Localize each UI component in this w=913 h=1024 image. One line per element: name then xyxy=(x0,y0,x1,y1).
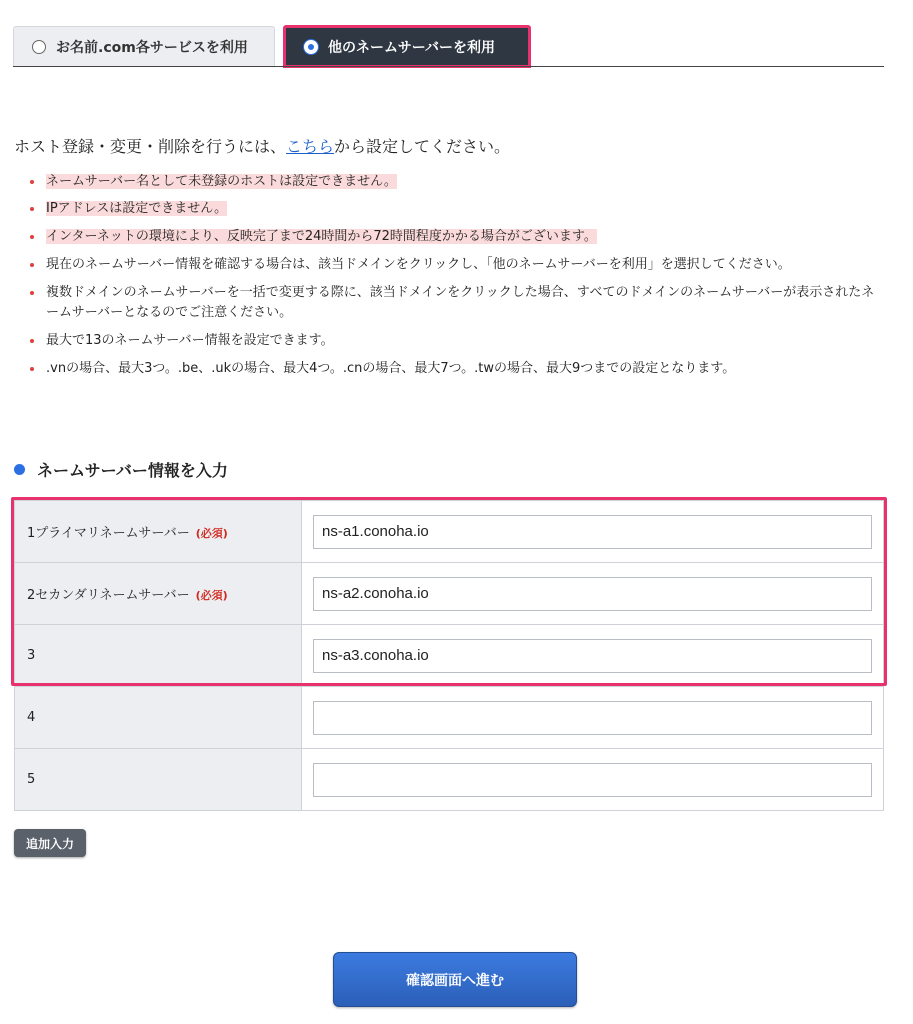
bullet-dot-icon xyxy=(14,464,25,475)
required-badge: (必須) xyxy=(195,589,228,602)
note-text: 現在のネームサーバー情報を確認する場合は、該当ドメインをクリックし、「他のネームサーバーを利用」を選択してください。 xyxy=(46,257,791,272)
tab-label: 他のネームサーバーを利用 xyxy=(328,39,496,56)
list-item xyxy=(46,255,886,275)
list-item xyxy=(46,227,886,247)
table-row xyxy=(15,749,884,811)
list-item xyxy=(46,331,886,351)
row-label-text: 3 xyxy=(27,648,36,663)
row-label xyxy=(15,687,302,749)
row-label xyxy=(15,501,302,563)
list-item xyxy=(46,283,886,323)
note-text: 最大で13のネームサーバー情報を設定できます。 xyxy=(46,333,334,348)
tab-other-nameserver[interactable] xyxy=(283,25,531,68)
row-label-text: 2セカンダリネームサーバー xyxy=(27,588,190,603)
note-text: .vnの場合、最大3つ。.be、.ukの場合、最大4つ。.cnの場合、最大7つ。.twの場合、最大9つまでの設定となります。 xyxy=(46,361,736,376)
nameserver-tabs xyxy=(13,26,884,68)
host-settings-link[interactable]: こちら xyxy=(286,137,335,156)
host-settings-intro xyxy=(14,134,510,157)
radio-selected-icon[interactable] xyxy=(304,40,318,54)
section-heading xyxy=(14,458,228,481)
tab-divider xyxy=(13,66,884,67)
table-row xyxy=(15,625,884,687)
list-item xyxy=(46,199,886,219)
row-label-text: 5 xyxy=(27,772,36,787)
table-row xyxy=(15,563,884,625)
note-text: 複数ドメインのネームサーバーを一括で変更する際に、該当ドメインをクリックした場合、すべてのドメインのネームサーバーが表示されたネームサーバーとなるのでご注意ください。 xyxy=(46,285,875,320)
list-item xyxy=(46,359,886,379)
nameserver-input-2[interactable] xyxy=(313,577,872,611)
note-text: インターネットの環境により、反映完了まで24時間から72時間程度かかる場合がございます。 xyxy=(46,229,597,244)
row-label xyxy=(15,625,302,687)
table-row xyxy=(15,501,884,563)
add-input-button[interactable]: 追加入力 xyxy=(14,829,86,857)
list-item xyxy=(46,172,886,192)
nameserver-table xyxy=(14,500,884,811)
nameserver-input-3[interactable] xyxy=(313,639,872,673)
nameserver-input-1[interactable] xyxy=(313,515,872,549)
intro-text: ホスト登録・変更・削除を行うには、 xyxy=(14,137,287,156)
confirm-button[interactable]: 確認画面へ進む xyxy=(333,952,577,1007)
section-title: ネームサーバー情報を入力 xyxy=(37,461,228,480)
tab-label: お名前.com各サービスを利用 xyxy=(56,39,248,56)
nameserver-input-4[interactable] xyxy=(313,701,872,735)
intro-text: から設定してください。 xyxy=(334,137,511,156)
nameserver-input-5[interactable] xyxy=(313,763,872,797)
notes-list xyxy=(46,172,886,379)
required-badge: (必須) xyxy=(195,527,228,540)
row-label xyxy=(15,563,302,625)
note-text: ネームサーバー名として未登録のホストは設定できません。 xyxy=(46,174,397,189)
row-label xyxy=(15,749,302,811)
tab-onamae-services[interactable] xyxy=(13,26,275,66)
note-text: IPアドレスは設定できません。 xyxy=(46,201,228,216)
row-label-text: 4 xyxy=(27,710,36,725)
radio-unselected-icon[interactable] xyxy=(32,40,46,54)
table-row xyxy=(15,687,884,749)
row-label-text: 1プライマリネームサーバー xyxy=(27,526,190,541)
